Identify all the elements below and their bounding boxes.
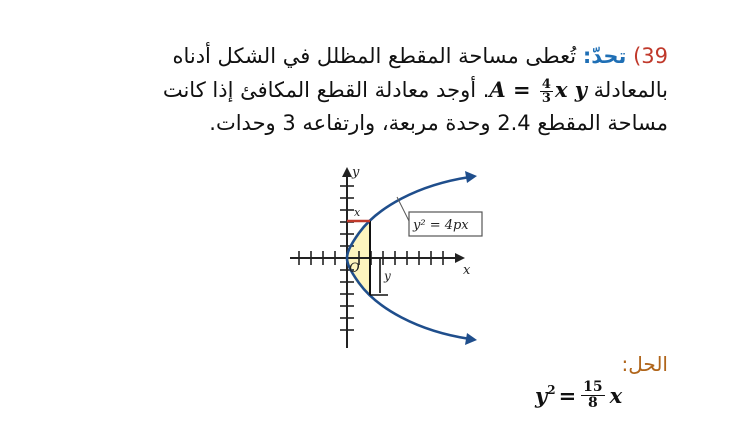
answer-equals: =	[558, 383, 577, 408]
curve-arrow-top	[465, 171, 477, 183]
curve-arrow-bottom	[465, 333, 477, 345]
x-axis-label: x	[463, 263, 471, 278]
problem-number: 39)	[633, 44, 668, 68]
answer-numerator: 15	[583, 379, 603, 395]
problem-line-3: مساحة المقطع 2.4 وحدة مربعة، وارتفاعه 3 وحدات.	[209, 111, 668, 135]
problem-line-1	[48, 40, 668, 73]
formula-rest: x y	[554, 77, 587, 102]
problem-line-2-suffix: . أوجد معادلة القطع المكافئ إذا كانت	[162, 78, 490, 102]
formula-denominator: 3	[541, 91, 551, 106]
answer-fraction	[581, 380, 604, 411]
area-formula	[489, 73, 587, 106]
problem-text	[48, 40, 668, 140]
y-axis-arrow	[342, 167, 352, 177]
equation-pointer	[397, 197, 409, 221]
solution-label: الحل:	[621, 352, 668, 376]
formula-fraction	[540, 78, 553, 105]
answer-rhs: x	[609, 383, 623, 408]
formula-a: A =	[489, 77, 531, 102]
segment-x-label: x	[354, 206, 361, 219]
segment-y-label: y	[384, 269, 391, 283]
problem-line-1-text: تُعطى مساحة المقطع المظلل في الشكل أدناه	[172, 44, 583, 68]
answer-lhs: y	[535, 383, 548, 408]
x-axis-arrow	[455, 253, 465, 263]
problem-line-2	[48, 73, 668, 107]
parabola-figure	[287, 163, 487, 353]
problem-line-2-prefix: بالمعادلة	[587, 78, 668, 102]
y-axis-label: y	[352, 165, 360, 180]
solution-equation	[535, 380, 622, 411]
challenge-label: تحدّ:	[582, 44, 627, 68]
equation-label: y² = 4px	[413, 218, 469, 233]
answer-denominator: 8	[588, 395, 598, 411]
answer-exponent: 2	[547, 382, 556, 397]
formula-numerator: 4	[541, 77, 551, 92]
origin-label: O	[349, 261, 360, 276]
